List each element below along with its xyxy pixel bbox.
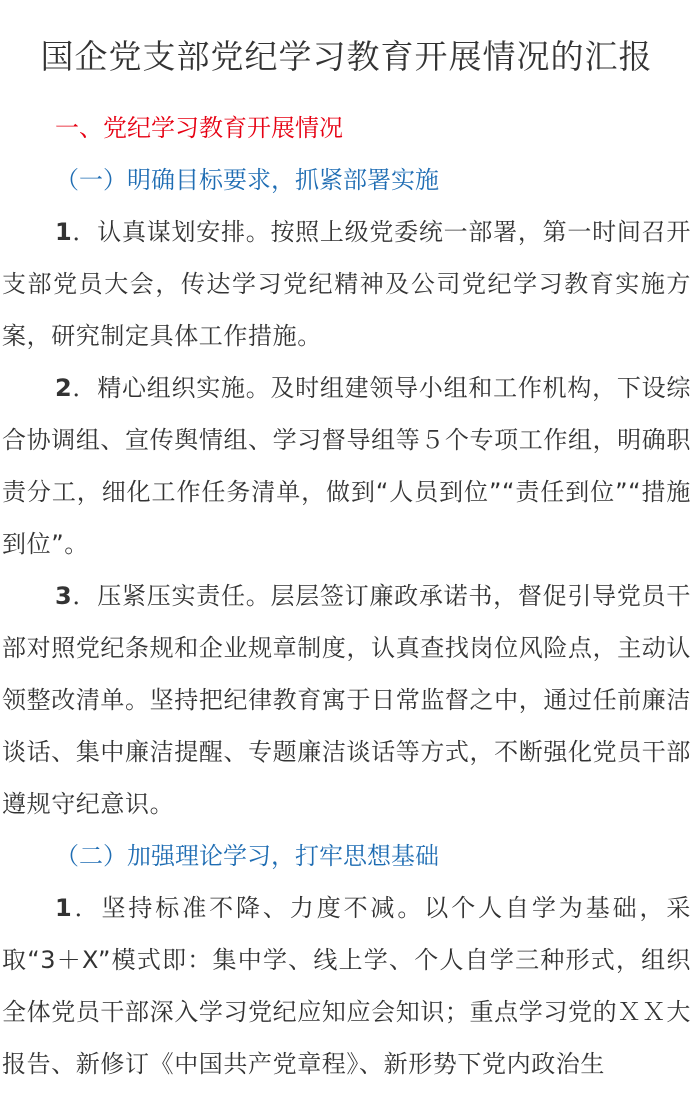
- paragraph-1-1: [2, 206, 691, 362]
- paragraph-text: ．认真谋划安排。按照上级党委统一部署，第一时间召开支部党员大会，传达学习党纪精神及公司党纪学习教育实施方案，研究制定具体工作措施。: [2, 218, 691, 350]
- section-heading-1: 一、党纪学习教育开展情况: [55, 114, 343, 142]
- paragraph-number: 2: [55, 374, 73, 402]
- paragraph-1-2: [2, 362, 691, 570]
- document-title: 国企党支部党纪学习教育开展情况的汇报: [40, 37, 653, 76]
- paragraph-2-1: [2, 882, 691, 1090]
- paragraph-number: 1: [55, 218, 73, 246]
- paragraph-1-3: [2, 570, 691, 830]
- paragraph-number: 3: [55, 582, 73, 610]
- paragraph-text: ．坚持标准不降、力度不减。以个人自学为基础，采取“3＋X”模式即：集中学、线上学、个人自学三种形式，组织全体党员干部深入学习党纪应知应会知识；重点学习党的ＸＸ大报告、新修订《中国共产党章程》、新形势下党内政治生: [2, 894, 691, 1078]
- paragraph-text: ．精心组织实施。及时组建领导小组和工作机构，下设综合协调组、宣传舆情组、学习督导组等５个专项工作组，明确职责分工，细化工作任务清单，做到“人员到位”“责任到位”“措施到位”。: [2, 374, 691, 558]
- subsection-heading-1: （一）明确目标要求，抓紧部署实施: [55, 166, 439, 194]
- paragraph-text: ．压紧压实责任。层层签订廉政承诺书，督促引导党员干部对照党纪条规和企业规章制度，认真查找岗位风险点，主动认领整改清单。坚持把纪律教育寓于日常监督之中，通过任前廉洁谈话、集中廉洁提醒、专题廉洁谈话等方式，不断强化党员干部遵规守纪意识。: [2, 582, 691, 818]
- subsection-heading-2: （二）加强理论学习，打牢思想基础: [55, 842, 439, 870]
- paragraph-number: 1: [55, 894, 73, 922]
